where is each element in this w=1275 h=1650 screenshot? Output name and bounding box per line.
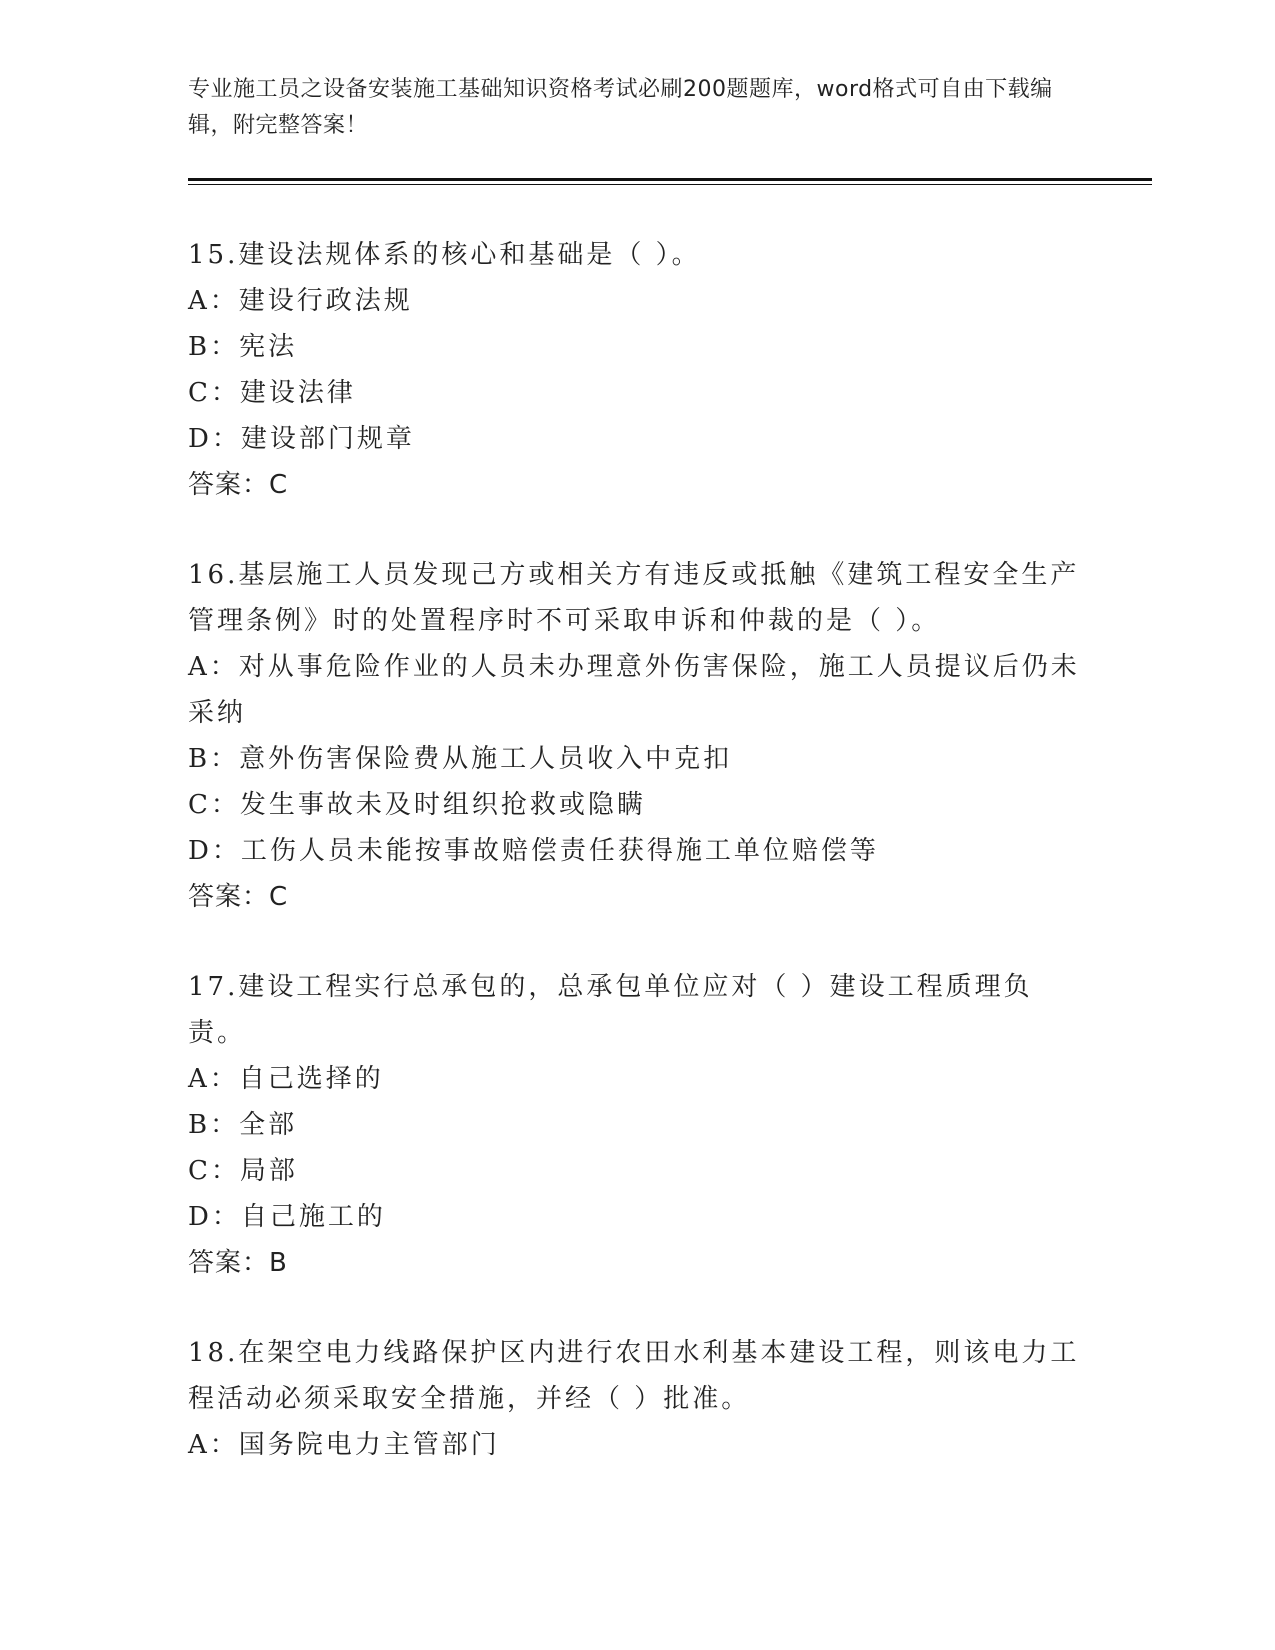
question-16 <box>188 552 1088 920</box>
option-d: D：工伤人员未能按事故赔偿责任获得施工单位赔偿等 <box>188 836 879 866</box>
option-d: D：自己施工的 <box>188 1202 386 1232</box>
question-stem: 16.基层施工人员发现己方或相关方有违反或抵触《建筑工程安全生产管理条例》时的处置程序时不可采取申诉和仲裁的是（ ）。 <box>188 560 1080 636</box>
question-stem: 17.建设工程实行总承包的，总承包单位应对（ ）建设工程质理负责。 <box>188 972 1033 1048</box>
option-b: B：全部 <box>188 1110 298 1140</box>
option-a: A：自己选择的 <box>188 1064 384 1094</box>
option-a: A：建设行政法规 <box>188 286 413 316</box>
answer: 答案：C <box>188 470 289 500</box>
question-stem: 18.在架空电力线路保护区内进行农田水利基本建设工程，则该电力工程活动必须采取安全措施，并经（ ）批准。 <box>188 1338 1080 1414</box>
option-a: A：国务院电力主管部门 <box>188 1430 500 1460</box>
answer: 答案：C <box>188 882 289 912</box>
question-stem: 15.建设法规体系的核心和基础是（ ）。 <box>188 240 701 270</box>
question-18 <box>188 1330 1088 1468</box>
option-c: C：发生事故未及时组织抢救或隐瞒 <box>188 790 646 820</box>
option-c: C：建设法律 <box>188 378 356 408</box>
option-a: A：对从事危险作业的人员未办理意外伤害保险，施工人员提议后仍未采纳 <box>188 652 1080 728</box>
question-15 <box>188 232 1088 508</box>
header-divider-thick <box>188 178 1152 181</box>
header-divider-thin <box>188 184 1152 185</box>
option-b: B：意外伤害保险费从施工人员收入中克扣 <box>188 744 733 774</box>
option-b: B：宪法 <box>188 332 298 362</box>
question-17 <box>188 964 1088 1286</box>
question-list <box>188 232 1088 1512</box>
document-header: 专业施工员之设备安装施工基础知识资格考试必刷200题题库，word格式可自由下载编辑，附完整答案！ <box>188 77 1053 138</box>
answer: 答案：B <box>188 1248 288 1278</box>
option-d: D：建设部门规章 <box>188 424 415 454</box>
option-c: C：局部 <box>188 1156 298 1186</box>
